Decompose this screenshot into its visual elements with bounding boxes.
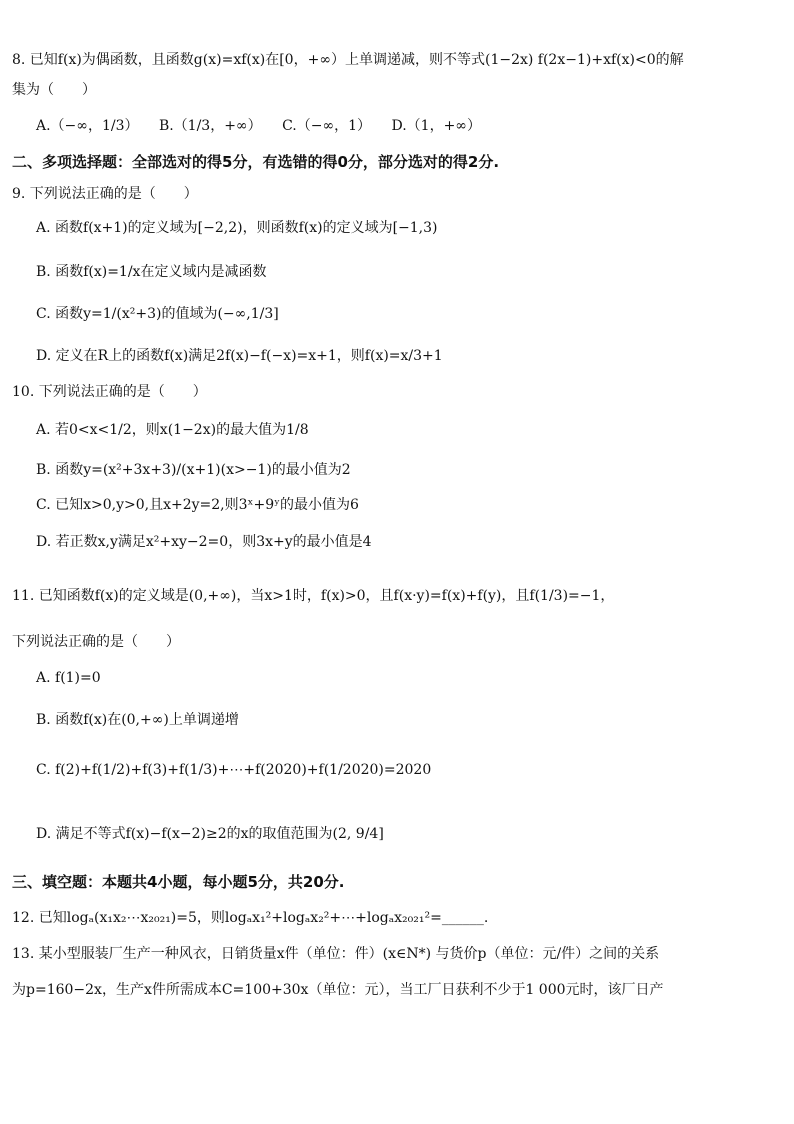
q9-option-c: C. 函数y=1/(x²+3)的值域为(−∞,1/3]: [36, 306, 279, 322]
q11-option-a: A. f(1)=0: [36, 670, 101, 686]
q8-option-b: B.（1/3，+∞）: [158, 118, 262, 134]
section-heading-fill-in: 三、填空题：本题共4小题，每小题5分，共20分.: [12, 873, 345, 891]
q10-option-c: C. 已知x>0,y>0,且x+2y=2,则3ˣ+9ʸ的最小值为6: [36, 497, 359, 513]
q9-option-b: B. 函数f(x)=1/x在定义域内是减函数: [36, 264, 267, 280]
q10-option-b: B. 函数y=(x²+3x+3)/(x+1)(x>−1)的最小值为2: [36, 462, 351, 478]
q11-stem-line2: 下列说法正确的是（ ）: [12, 634, 180, 650]
q8-option-d: D.（1，+∞）: [391, 118, 481, 134]
q11-option-b: B. 函数f(x)在(0,+∞)上单调递增: [36, 712, 239, 728]
q9-option-a: A. 函数f(x+1)的定义域为[−2,2)，则函数f(x)的定义域为[−1,3): [36, 220, 438, 236]
q13-stem-line2: 为p=160−2x，生产x件所需成本C=100+30x（单位：元），当工厂日获利不少于1 000元时，该厂日产: [12, 982, 664, 998]
q8-stem-line2: 集为（ ）: [12, 82, 96, 98]
section-heading-multiple-choice: 二、多项选择题：全部选对的得5分，有选错的得0分，部分选对的得2分.: [12, 153, 500, 171]
q13-stem-line1: 13. 某小型服装厂生产一种风衣，日销货量x件（单位：件）(x∈N*) 与货价p（单位：元/件）之间的关系: [12, 946, 660, 962]
q8-option-c: C.（−∞，1）: [282, 118, 372, 134]
q12-stem: 12. 已知logₐ(x₁x₂⋯x₂₀₂₁)=5，则logₐx₁²+logₐx₂²+⋯+logₐx₂₀₂₁²=______.: [12, 910, 489, 926]
q11-option-c: C. f(2)+f(1/2)+f(3)+f(1/3)+⋯+f(2020)+f(1/2020)=2020: [36, 762, 432, 778]
q10-stem: 10. 下列说法正确的是（ ）: [12, 384, 207, 400]
q9-stem: 9. 下列说法正确的是（ ）: [12, 186, 198, 202]
q8-option-a: A.（−∞，1/3）: [36, 118, 139, 134]
q9-option-d: D. 定义在R上的函数f(x)满足2f(x)−f(−x)=x+1，则f(x)=x/3+1: [36, 348, 443, 364]
q8-stem-line1: 8. 已知f(x)为偶函数，且函数g(x)=xf(x)在[0，+∞）上单调递减，则不等式(1−2x) f(2x−1)+xf(x)<0的解: [12, 52, 684, 68]
q10-option-a: A. 若0<x<1/2，则x(1−2x)的最大值为1/8: [36, 422, 309, 438]
q8-options: [36, 116, 497, 136]
q11-stem-line1: 11. 已知函数f(x)的定义域是(0,+∞)，当x>1时，f(x)>0，且f(x·y)=f(x)+f(y)，且f(1/3)=−1，: [12, 588, 615, 604]
q11-option-d: D. 满足不等式f(x)−f(x−2)≥2的x的取值范围为(2, 9/4]: [36, 826, 384, 842]
q10-option-d: D. 若正数x,y满足x²+xy−2=0，则3x+y的最小值是4: [36, 534, 372, 550]
